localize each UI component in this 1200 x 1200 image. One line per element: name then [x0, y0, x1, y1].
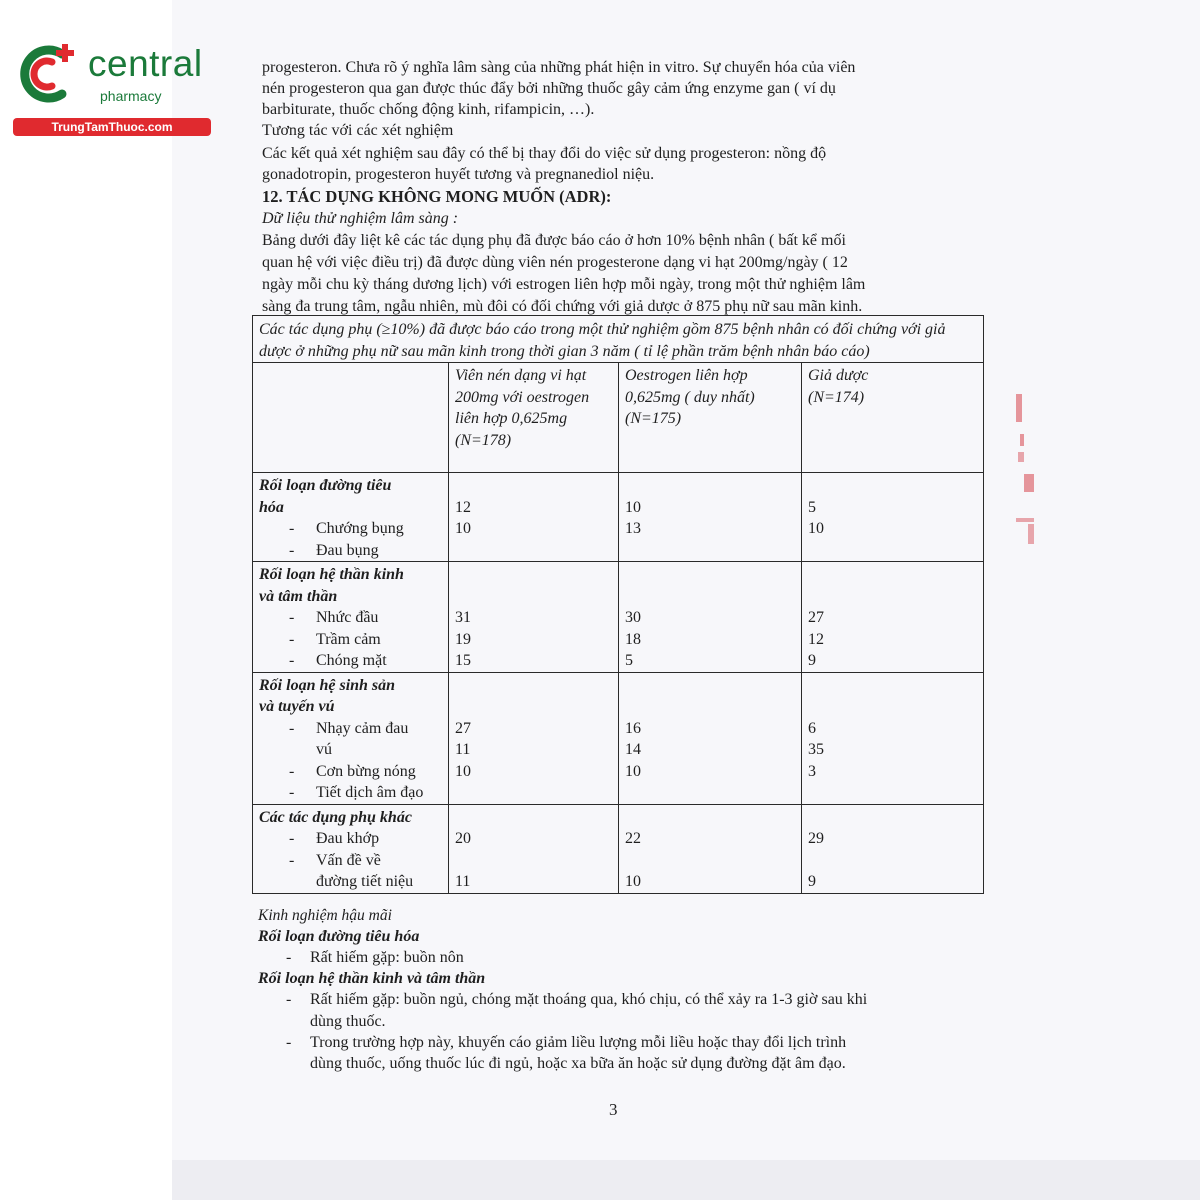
table-row — [253, 562, 984, 673]
table-cell — [802, 562, 984, 673]
table-cell — [619, 473, 802, 562]
body-line: Bảng dưới đây liệt kê các tác dụng phụ đã được báo cáo ở hơn 10% bệnh nhân ( bất kể mối — [262, 232, 846, 249]
row-label: đường tiết niệu — [316, 873, 414, 890]
body-line: quan hệ với việc điều trị) đã được dùng viên nén progesterone dạng vi hạt 200mg/ngày ( 12 — [262, 254, 848, 271]
list-bullet: - — [286, 991, 292, 1008]
value-cell: 19 — [455, 630, 471, 648]
value-cell: 27 — [455, 719, 471, 737]
value-cell: 10 — [625, 498, 641, 516]
table-cell — [802, 473, 984, 562]
value-cell: 5 — [808, 498, 816, 516]
value-cell: 29 — [808, 830, 824, 847]
row-label: Chóng mặt — [316, 652, 387, 669]
group-title: Các tác dụng phụ khác — [259, 808, 412, 826]
group-title: Rối loạn hệ sinh sản — [259, 676, 396, 694]
value-cell — [808, 540, 983, 562]
value-cell: 9 — [808, 652, 816, 669]
group-title: hóa — [259, 498, 284, 516]
value-cell — [625, 850, 801, 872]
table-row — [253, 473, 984, 562]
table-cell — [253, 562, 449, 673]
table-header-cell — [253, 363, 449, 473]
row-label: Nhạy cảm đau — [316, 719, 409, 737]
value-cell — [625, 782, 801, 804]
value-cell: 14 — [625, 741, 641, 758]
logo-sub-text: pharmacy — [100, 88, 162, 104]
table-cell — [449, 804, 619, 893]
value-cell — [625, 540, 801, 562]
table-cell — [253, 473, 449, 562]
section-heading: 12. TÁC DỤNG KHÔNG MONG MUỐN (ADR): — [262, 187, 612, 206]
body-line: sàng đa trung tâm, ngẫu nhiên, mù đôi có đối chứng với giả dược ở 875 phụ nữ sau mãn kinh. — [262, 298, 863, 315]
value-cell — [808, 850, 983, 872]
row-label: Trầm cảm — [316, 630, 381, 648]
body-line: progesteron. Chưa rõ ý nghĩa lâm sàng của những phát hiện in vitro. Sự chuyển hóa của viên — [262, 59, 856, 76]
table-cell — [449, 672, 619, 804]
row-label: Chướng bụng — [316, 520, 404, 537]
value-cell: 11 — [455, 741, 471, 758]
value-cell: 22 — [625, 830, 641, 847]
value-cell: 12 — [808, 630, 824, 648]
list-bullet: - — [286, 949, 292, 966]
page-number: 3 — [609, 1100, 618, 1119]
value-cell: 31 — [455, 609, 471, 626]
value-cell: 35 — [808, 741, 824, 758]
left-margin — [0, 0, 172, 1200]
clinical-data-title: Dữ liệu thử nghiệm lâm sàng : — [262, 210, 459, 227]
row-label: Nhức đầu — [316, 609, 379, 626]
value-cell: 10 — [455, 762, 471, 780]
post-gi-title: Rối loạn đường tiêu hóa — [258, 928, 420, 945]
group-title: Rối loạn hệ thần kinh — [259, 566, 404, 583]
post-neuro-item: dùng thuốc, uống thuốc lúc đi ngủ, hoặc xa bữa ăn hoặc sử dụng đường đặt âm đạo. — [310, 1055, 846, 1072]
table-row — [253, 672, 984, 804]
post-neuro-item: Rất hiếm gặp: buồn ngủ, chóng mặt thoáng qua, khó chịu, có thể xảy ra 1-3 giờ sau khi — [310, 991, 868, 1008]
table-cell — [449, 473, 619, 562]
table-header-row — [253, 363, 984, 473]
body-line: gonadotropin, progesteron huyết tương và pregnanediol niệu. — [262, 166, 655, 183]
value-cell: 11 — [455, 873, 471, 890]
logo-url[interactable]: TrungTamThuoc.com — [13, 118, 211, 136]
value-cell — [455, 540, 618, 562]
group-title: Rối loạn đường tiêu — [259, 477, 392, 494]
body-line: ngày mỗi chu kỳ tháng dương lịch) với estrogen liên hợp mỗi ngày, trong một thử nghiệm lâm — [262, 276, 866, 293]
list-bullet: - — [286, 1034, 292, 1051]
value-cell: 27 — [808, 609, 824, 626]
body-line: nén progesteron qua gan được thúc đẩy bởi những thuốc gây cảm ứng enzyme gan ( ví dụ — [262, 80, 836, 97]
table-cell — [449, 562, 619, 673]
row-label: Đau khớp — [316, 830, 380, 847]
central-pharmacy-logo[interactable] — [10, 36, 215, 140]
row-label: Đau bụng — [316, 541, 379, 559]
value-cell: 10 — [808, 520, 824, 537]
table-cell — [802, 672, 984, 804]
logo-brand-text: central — [88, 43, 203, 84]
value-cell: 16 — [625, 719, 641, 737]
value-cell: 20 — [455, 830, 471, 847]
post-gi-item: Rất hiếm gặp: buồn nôn — [310, 949, 464, 966]
value-cell: 10 — [625, 873, 641, 890]
value-cell: 30 — [625, 609, 641, 626]
value-cell: 10 — [455, 520, 471, 537]
subsection-title: Tương tác với các xét nghiệm — [262, 122, 454, 139]
value-cell: 9 — [808, 873, 816, 890]
table-cell — [619, 672, 802, 804]
table-cell — [253, 672, 449, 804]
table-cell — [619, 562, 802, 673]
table-header-cell: Giả dược (N=174) — [802, 363, 984, 473]
row-label: vú — [316, 741, 332, 758]
value-cell — [455, 782, 618, 804]
post-neuro-item: Trong trường hợp này, khuyến cáo giảm liều lượng mỗi liều hoặc thay đổi lịch trình — [310, 1034, 847, 1051]
row-label: Vấn đề về — [316, 851, 381, 869]
value-cell: 15 — [455, 652, 471, 669]
row-label: Cơn bừng nóng — [316, 762, 416, 780]
table-header-cell: Oestrogen liên hợp 0,625mg ( duy nhất) (N=175) — [619, 363, 802, 473]
value-cell — [808, 782, 983, 804]
postmarketing-title: Kinh nghiệm hậu mãi — [258, 907, 392, 924]
body-line: barbiturate, thuốc chống động kinh, rifampicin, …). — [262, 101, 595, 118]
table-cell — [253, 804, 449, 893]
value-cell: 6 — [808, 719, 816, 737]
value-cell: 12 — [455, 498, 471, 516]
table-row — [253, 804, 984, 893]
page-bottom-shadow — [172, 1160, 1200, 1200]
body-line: Các kết quả xét nghiệm sau đây có thể bị thay đổi do việc sử dụng progesteron: nồng độ — [262, 145, 827, 162]
post-neuro-title: Rối loạn hệ thần kinh và tâm thần — [258, 970, 486, 987]
table-cell — [619, 804, 802, 893]
red-stamp-fragment — [1010, 390, 1038, 550]
value-cell: 3 — [808, 762, 816, 780]
value-cell: 5 — [625, 652, 633, 669]
row-label: Tiết dịch âm đạo — [316, 784, 424, 801]
adverse-effects-table — [252, 315, 984, 894]
table-cell — [802, 804, 984, 893]
logo-mark-icon — [10, 36, 90, 116]
post-neuro-item: dùng thuốc. — [310, 1013, 386, 1030]
table-caption-row — [253, 316, 984, 363]
group-title: và tâm thần — [259, 587, 338, 605]
table-caption: Các tác dụng phụ (≥10%) đã được báo cáo trong một thử nghiệm gồm 875 bệnh nhân có đối chứng với giả dược ở những phụ nữ sau mãn kinh trong thời gian 3 năm ( tỉ lệ phần trăm bệnh nhân báo cáo) — [253, 316, 984, 363]
group-title: và tuyến vú — [259, 698, 335, 715]
table-header-cell: Viên nén dạng vi hạt 200mg với oestrogen liên hợp 0,625mg (N=178) — [449, 363, 619, 473]
value-cell: 18 — [625, 630, 641, 648]
value-cell: 10 — [625, 762, 641, 780]
value-cell — [455, 850, 618, 872]
value-cell: 13 — [625, 520, 641, 537]
